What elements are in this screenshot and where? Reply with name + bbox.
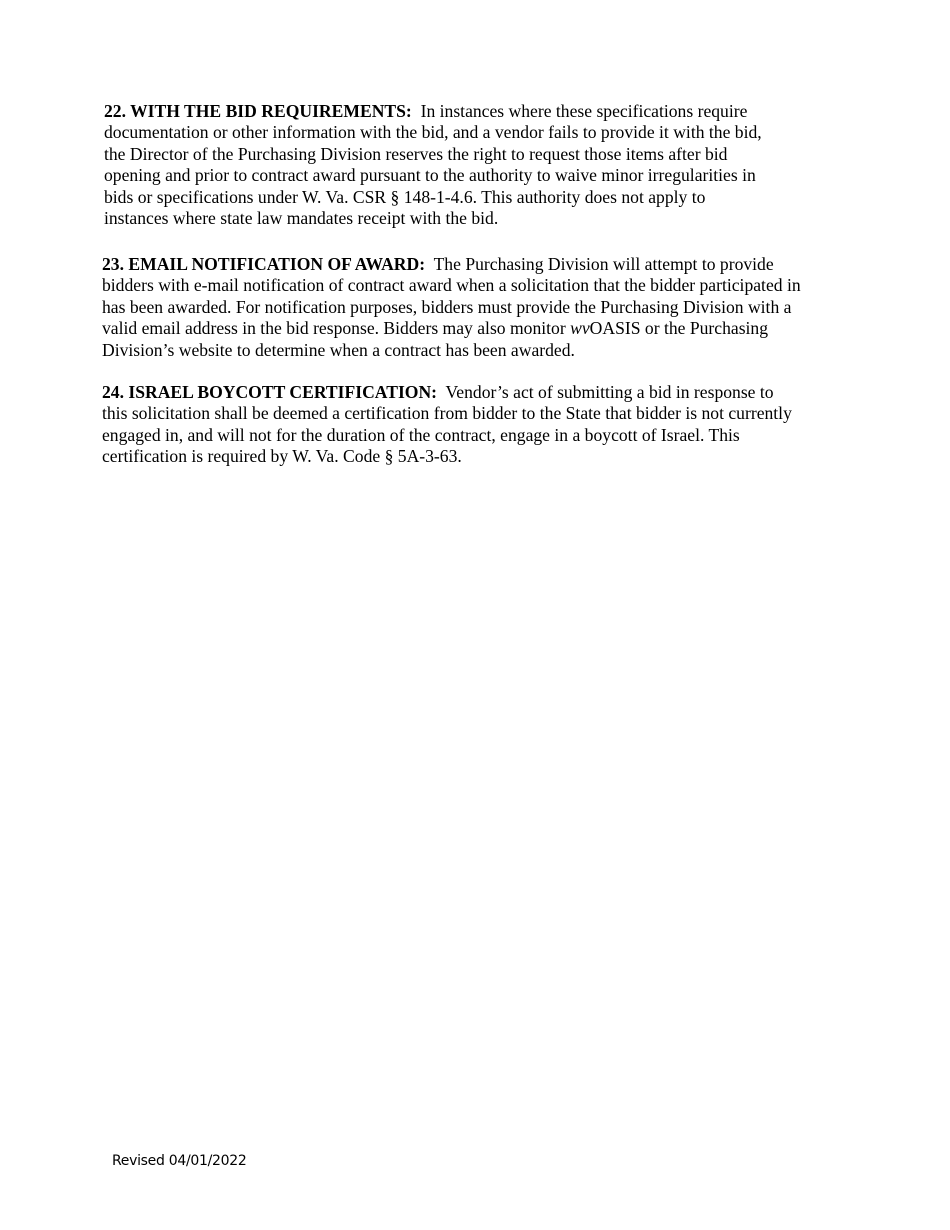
- section-line: the Director of the Purchasing Division reserves the right to request those items after bid: [104, 143, 728, 164]
- section-line: Division’s website to determine when a contract has been awarded.: [102, 339, 575, 360]
- section-line: has been awarded. For notification purposes, bidders must provide the Purchasing Division with a: [102, 296, 792, 317]
- section-23-email-notification: [102, 254, 801, 361]
- section-line: certification is required by W. Va. Code § 5A-3-63.: [102, 446, 462, 467]
- section-line: bids or specifications under W. Va. CSR § 148-1-4.6. This authority does not apply to: [104, 186, 706, 207]
- revision-date-footer: Revised 04/01/2022: [112, 1153, 247, 1169]
- section-line: 23. EMAIL NOTIFICATION OF AWARD: The Purchasing Division will attempt to provide: [102, 254, 774, 274]
- section-line: 22. WITH THE BID REQUIREMENTS: In instances where these specifications require: [104, 101, 748, 121]
- section-line: documentation or other information with the bid, and a vendor fails to provide it with the bid,: [104, 122, 762, 143]
- section-line: instances where state law mandates receipt with the bid.: [104, 208, 499, 229]
- section-line: valid email address in the bid response. Bidders may also monitor wvOASIS or the Purchasing: [102, 318, 769, 339]
- section-line: engaged in, and will not for the duration of the contract, engage in a boycott of Israel. This: [102, 424, 740, 445]
- section-line: opening and prior to contract award pursuant to the authority to waive minor irregularities in: [104, 165, 756, 186]
- section-line: this solicitation shall be deemed a certification from bidder to the State that bidder is not currently: [102, 403, 792, 424]
- section-22-bid-requirements: [104, 101, 762, 229]
- wvoasis-italic-prefix: wv: [570, 318, 590, 339]
- section-heading: 24. ISRAEL BOYCOTT CERTIFICATION:: [102, 382, 438, 402]
- section-line: bidders with e-mail notification of contract award when a solicitation that the bidder participated in: [102, 275, 801, 296]
- section-line: 24. ISRAEL BOYCOTT CERTIFICATION: Vendor’s act of submitting a bid in response to: [102, 382, 774, 402]
- section-24-israel-boycott: [102, 382, 792, 468]
- section-heading: 23. EMAIL NOTIFICATION OF AWARD:: [102, 254, 426, 274]
- section-heading: 22. WITH THE BID REQUIREMENTS:: [104, 101, 412, 121]
